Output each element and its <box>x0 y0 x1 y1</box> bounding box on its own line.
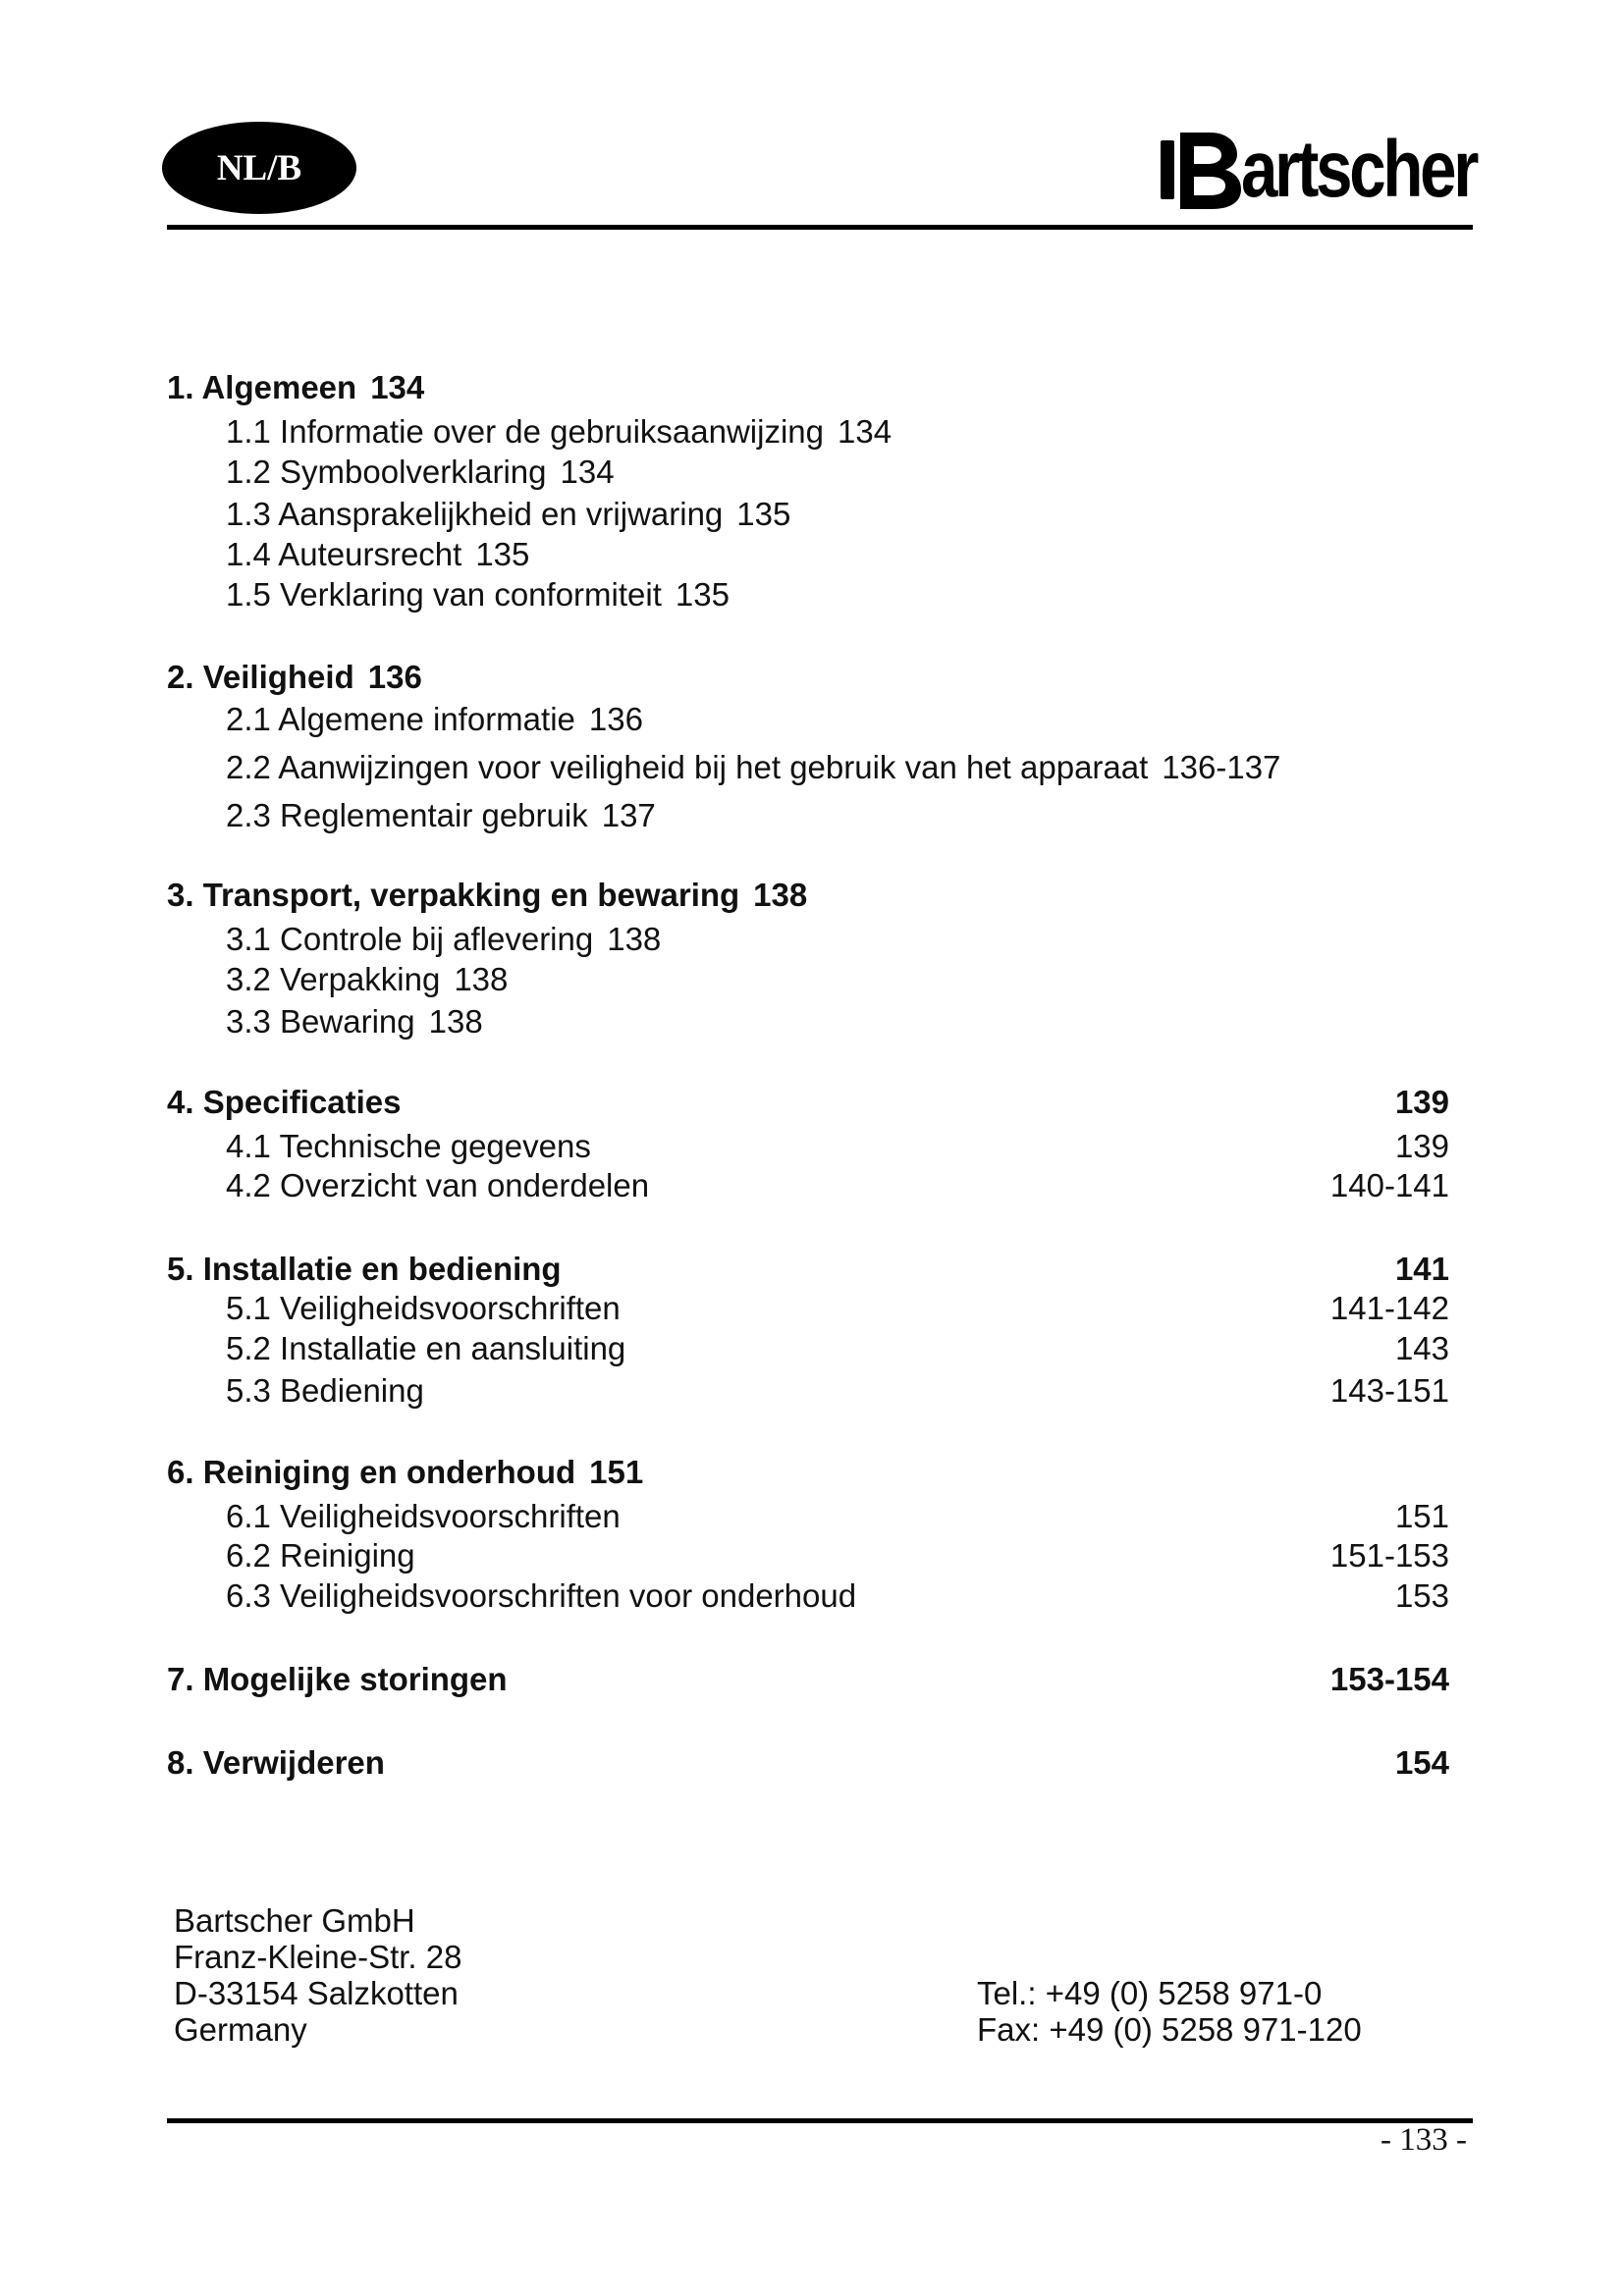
toc-entry-title: 6.3 Veiligheidsvoorschriften voor onderhoud <box>226 1577 857 1614</box>
toc-subsection-s1_2[interactable] <box>226 453 1449 492</box>
country: Germany <box>174 2011 307 2048</box>
toc-entry-title: 4. Specificaties <box>167 1084 402 1120</box>
toc-entry-title: 4.1 Technische gegevens <box>226 1128 591 1164</box>
toc-subsection-s3_1[interactable] <box>226 920 1449 959</box>
header-rule <box>167 225 1473 230</box>
toc-entry-page: 141 <box>1394 1251 1449 1287</box>
toc-subsection-s1_1[interactable] <box>226 412 1449 452</box>
toc-entry-title: 1.2 Symboolverklaring <box>226 454 547 490</box>
toc-subsection-s6_3[interactable] <box>226 1576 1449 1616</box>
toc-subsection-s6_1[interactable] <box>226 1497 1449 1536</box>
toc-entry-page: 151 <box>589 1454 644 1490</box>
toc-entry-title: 1.1 Informatie over de gebruiksaanwijzing <box>226 413 825 450</box>
toc-entry-page: 135 <box>675 576 730 613</box>
toc-entry-page: 134 <box>370 369 425 405</box>
toc-subsection-s5_3[interactable] <box>226 1371 1449 1411</box>
toc-subsection-s6_2[interactable] <box>226 1536 1449 1575</box>
telephone: Tel.: +49 (0) 5258 971-0 <box>977 1975 1323 2011</box>
toc-entry-page: 139 <box>1394 1084 1449 1120</box>
toc-subsection-s5_2[interactable] <box>226 1329 1449 1368</box>
toc-section-s5[interactable] <box>167 1250 1449 1289</box>
company-name: Bartscher GmbH <box>174 1902 415 1939</box>
footer-rule <box>167 2118 1473 2123</box>
toc-section-s2[interactable] <box>167 658 1449 697</box>
toc-entry-page: 137 <box>601 797 656 833</box>
address-right <box>977 1975 1362 2048</box>
street-address: Franz-Kleine-Str. 28 <box>174 1939 462 1975</box>
toc-entry-page: 135 <box>475 536 530 572</box>
toc-entry-page: 138 <box>428 1003 483 1040</box>
toc-section-s3[interactable] <box>167 876 1449 915</box>
toc-subsection-s3_2[interactable] <box>226 960 1449 999</box>
toc-entry-page: 138 <box>454 961 509 997</box>
toc-entry-title: 1.3 Aansprakelijkheid en vrijwaring <box>226 496 724 532</box>
toc-entry-title: 1. Algemeen <box>167 369 357 405</box>
toc-subsection-s3_3[interactable] <box>226 1002 1449 1041</box>
toc-entry-title: 4.2 Overzicht van onderdelen <box>226 1167 650 1203</box>
toc-entry-page: 138 <box>607 921 662 957</box>
toc-entry-title: 3. Transport, verpakking en bewaring <box>167 877 740 913</box>
toc-entry-title: 5.3 Bediening <box>226 1372 424 1409</box>
toc-entry-title: 3.2 Verpakking <box>226 961 441 997</box>
toc-entry-title: 1.5 Verklaring van conformiteit <box>226 576 662 613</box>
toc-subsection-s4_1[interactable] <box>226 1127 1449 1166</box>
toc-subsection-s4_2[interactable] <box>226 1166 1449 1205</box>
toc-entry-page: 151 <box>1394 1498 1449 1534</box>
toc-entry-page: 151-153 <box>1329 1537 1449 1574</box>
toc-entry-page: 143-151 <box>1329 1372 1449 1409</box>
toc-subsection-s1_5[interactable] <box>226 575 1449 614</box>
toc-entry-title: 7. Mogelijke storingen <box>167 1661 508 1697</box>
toc-entry-title: 2.3 Reglementair gebruik <box>226 797 588 833</box>
toc-subsection-s2_3[interactable] <box>226 796 1449 835</box>
toc-subsection-s2_1[interactable] <box>226 700 1449 739</box>
bartscher-logo-text: artscher <box>1241 125 1477 214</box>
toc-entry-page: 153 <box>1394 1577 1449 1614</box>
toc-subsection-s1_3[interactable] <box>226 495 1449 534</box>
city-address: D-33154 Salzkotten <box>174 1975 459 2011</box>
toc-subsection-s2_2[interactable] <box>226 748 1449 787</box>
toc-subsection-s1_4[interactable] <box>226 535 1449 574</box>
toc-entry-title: 2.2 Aanwijzingen voor veiligheid bij het gebruik van het apparaat <box>226 749 1149 785</box>
toc-section-s1[interactable] <box>167 368 1449 407</box>
toc-section-s8[interactable] <box>167 1743 1449 1783</box>
language-badge <box>162 122 356 214</box>
toc-entry-page: 154 <box>1394 1744 1449 1781</box>
toc-entry-page: 139 <box>1394 1128 1449 1164</box>
toc-entry-page: 141-142 <box>1329 1290 1449 1326</box>
fax: Fax: +49 (0) 5258 971-120 <box>977 2011 1362 2048</box>
page-number: - 133 - <box>1380 2122 1467 2158</box>
toc-entry-title: 6.2 Reiniging <box>226 1537 415 1574</box>
toc-entry-title: 5. Installatie en bediening <box>167 1251 562 1287</box>
toc-entry-title: 5.2 Installatie en aansluiting <box>226 1330 626 1366</box>
address-left <box>174 1902 461 2048</box>
toc-section-s6[interactable] <box>167 1453 1449 1492</box>
toc-entry-page: 153-154 <box>1329 1661 1449 1697</box>
toc-subsection-s5_1[interactable] <box>226 1289 1449 1328</box>
toc-entry-title: 3.3 Bewaring <box>226 1003 415 1040</box>
toc-entry-page: 143 <box>1394 1330 1449 1366</box>
toc-entry-title: 2. Veiligheid <box>167 659 354 695</box>
toc-entry-page: 136 <box>588 701 643 737</box>
toc-entry-page: 134 <box>560 454 615 490</box>
toc-entry-title: 1.4 Auteursrecht <box>226 536 462 572</box>
toc-section-s4[interactable] <box>167 1083 1449 1122</box>
toc-entry-title: 8. Verwijderen <box>167 1744 385 1781</box>
toc-entry-page: 136 <box>367 659 422 695</box>
toc-entry-page: 138 <box>753 877 808 913</box>
toc-entry-page: 135 <box>736 496 791 532</box>
bartscher-logo <box>1159 116 1528 224</box>
toc-entry-title: 3.1 Controle bij aflevering <box>226 921 594 957</box>
language-badge-label: NL/B <box>216 147 302 188</box>
toc-section-s7[interactable] <box>167 1660 1449 1699</box>
toc-entry-title: 2.1 Algemene informatie <box>226 701 575 737</box>
toc-entry-title: 6.1 Veiligheidsvoorschriften <box>226 1498 621 1534</box>
toc-entry-page: 140-141 <box>1329 1167 1449 1203</box>
toc-entry-page: 134 <box>838 413 893 450</box>
toc-entry-title: 5.1 Veiligheidsvoorschriften <box>226 1290 621 1326</box>
toc-entry-page: 136-137 <box>1162 749 1281 785</box>
bartscher-logo-mark-icon <box>1159 123 1247 217</box>
toc-entry-title: 6. Reiniging en onderhoud <box>167 1454 576 1490</box>
